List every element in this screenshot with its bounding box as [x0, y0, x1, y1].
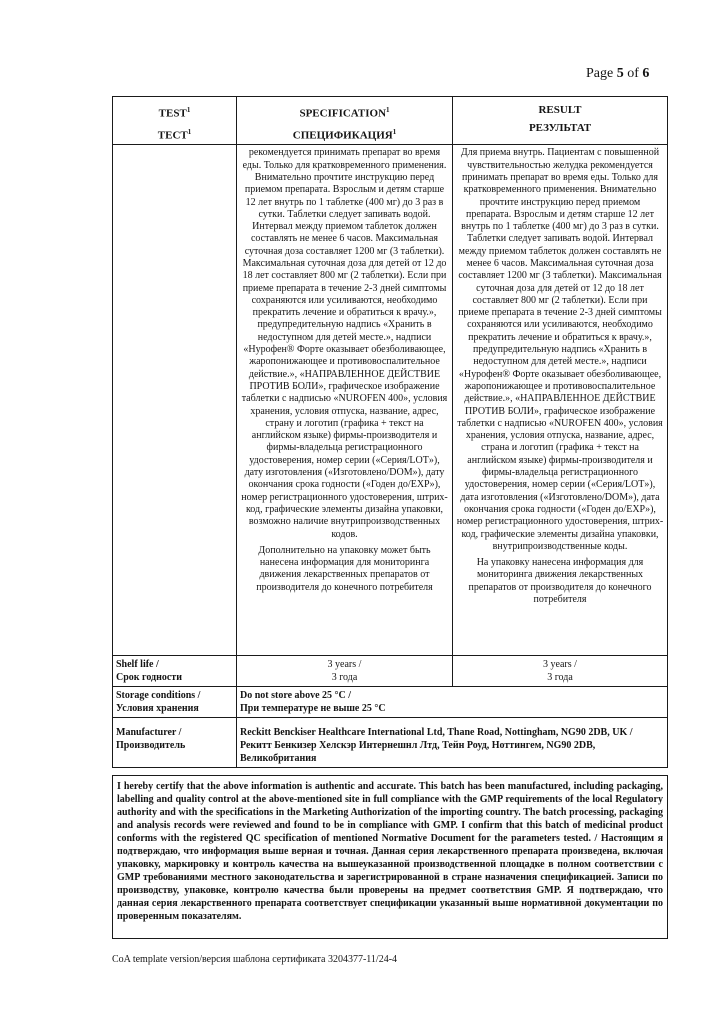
result-paragraph: На упаковку нанесена информация для мониторинга движения лекарственных препаратов от производителя до конечного потребителя [468, 557, 652, 605]
page-current: 5 [616, 66, 624, 81]
shelf-life-label: Shelf life / Срок годности [113, 656, 237, 687]
result-paragraph: Для приема внутрь. Пациентам с повышенной чувствительностью желудка рекомендуется принимать препарат во время еды. Только для кратковременного применения. Внимательно прочтите инструкцию перед приемом препарата. Взрослым и детям старше 12 лет внутрь по 1 таблетке (400 мг) до 3 раз в сутки. Таблетки следует запивать водой. Интервал между приемом таблеток должен составлять не менее 6 часов. Максимальная суточная доза составляет 1200 мг (3 таблетки). Максимальная суточная доза для детей от 12 до 18 лет составляет 800 мг (2 таблетки). Если при приеме препарата в течение 2-3 дней симптомы сохраняются или усиливаются, необходимо прекратить лечение и обратиться к врачу.», предупредительную надпись «Хранить в недоступном для детей месте.», надписи «Нурофен® Форте оказывает обезболивающее, жаропонижающее и противовоспалительное действие.», «НАПРАВЛЕННОЕ ДЕЙСТВИЕ ПРОТИВ БОЛИ», графическое изображение таблетки с надписью «NUROFEN 400», условия хранения, условия отпуска, название, адрес, страна и логотип (графика + текст на английском языке) фирмы-производителя и фирмы-владельца регистрационного удостоверения, номер серии («Серия/LOT»), дата изготовления («Изготовлено/DOM»), дата окончания срока годности («Годен до/EXP»), номер регистрационного удостоверения, штрих-код, графические элементы дизайна упаковки, внутрипроизводственные коды. [456, 147, 664, 552]
page-of: of [627, 66, 639, 81]
shelf-life-spec: 3 years / 3 года [237, 656, 453, 687]
page-total: 6 [642, 66, 650, 81]
template-version: CoA template version/версия шаблона сертификата 3204377-11/24-4 [112, 954, 398, 965]
manufacturer-value: Reckitt Benckiser Healthcare International Ltd, Thane Road, Nottingham, NG90 2DB, UK / Рекитт Бенкизер Хелскэр Интернешнл Лтд, Тейн Роуд, Ноттингем, NG90 2DB, Великобритания [237, 718, 668, 768]
storage-value: Do not store above 25 °C / При температуре не выше 25 °C [237, 687, 668, 718]
coa-table [112, 96, 668, 939]
header-specification: SPECIFICATION$^1$ СПЕЦИФИКАЦИЯ$^1$ [237, 97, 453, 145]
storage-label: Storage conditions / Условия хранения [113, 687, 237, 718]
page-label: Page [586, 66, 614, 81]
labelling-spec-cell [237, 145, 453, 656]
shelf-life-result: 3 years / 3 года [453, 656, 668, 687]
manufacturer-label: Manufacturer / Производитель [113, 718, 237, 768]
labelling-row [113, 145, 668, 656]
header-test: TEST$^1$ ТЕСТ$^1$ [113, 97, 237, 145]
page-number [586, 66, 649, 82]
spacer-row [113, 768, 668, 776]
labelling-result-cell [453, 145, 668, 656]
certification-statement: I hereby certify that the above information is authentic and accurate. This batch has been manufactured, including packaging, labelling and quality control at the above-mentioned site in full compliance with the GMP requirements of the local Regulatory authority and with the specifications in the Marketing Authorization of the importing country. The batch processing, packaging and analysis records were reviewed and found to be in compliance with GMP. I confirm that this batch of medicinal product conforms with the registered QC specification of mentioned Normative Document for the parameters tested. / Настоящим я подтверждаю, что информация выше верная и точная. Данная серия лекарственного препарата произведена, включая упаковку, маркировку и контроль качества на вышеуказанной производственной площадке в полном соответствии с GMP требованиями местного законодательства и зарегистрированной в стране назначения спецификацией. Записи по производству, упаковке, контролю качества были проверены на предмет соответствия GMP. Я подтверждаю, что данная серия лекарственного препарата соответствует спецификации указанный выше нормативной документации по проверенным показателям. [113, 776, 668, 939]
header-row [113, 97, 668, 145]
certification-row [113, 776, 668, 939]
labelling-test-cell [113, 145, 237, 656]
spec-paragraph: Дополнительно на упаковку может быть нанесена информация для мониторинга движения лекарственных препаратов от производителя до конечного потребителя [256, 544, 433, 593]
spec-paragraph: рекомендуется принимать препарат во время еды. Только для кратковременного применения. Внимательно прочтите инструкцию перед приемом препарата. Взрослым и детям старше 12 лет внутрь по 1 таблетке (400 мг) до 3 раз в сутки. Таблетки следует запивать водой. Интервал между приемом таблеток должен составлять не менее 6 часов. Максимальная суточная доза составляет 1200 мг (3 таблетки). Максимальная суточная доза для детей от 12 до 18 лет составляет 800 мг (2 таблетки). Если при приеме препарата в течение 2-3 дней симптомы сохраняются или усиливаются, необходимо прекратить лечение и обратиться к врачу.», предупредительную надпись «Хранить в недоступном для детей месте.», надписи «Нурофен® Форте оказывает обезболивающее, жаропонижающее и противовоспалительное действие.», «НАПРАВЛЕННОЕ ДЕЙСТВИЕ ПРОТИВ БОЛИ», графическое изображение таблетки с надписью «NUROFEN 400», условия хранения, условия отпуска, название, адрес, страну и логотип (графика + текст на английском языке) фирмы-производителя и фирмы-владельца регистрационного удостоверения, номер серии («Серия/LOT»), дату изготовления («Изготовлено/DOM»), дату окончания срока годности («Годен до/EXP»), номер регистрационного удостоверения, штрих-код, графические элементы дизайна упаковки, возможно наличие внутрипроизводственных кодов. [241, 147, 448, 540]
storage-row [113, 687, 668, 718]
shelf-life-row [113, 656, 668, 687]
manufacturer-row [113, 718, 668, 768]
header-result: RESULT РЕЗУЛЬТАТ [453, 97, 668, 145]
